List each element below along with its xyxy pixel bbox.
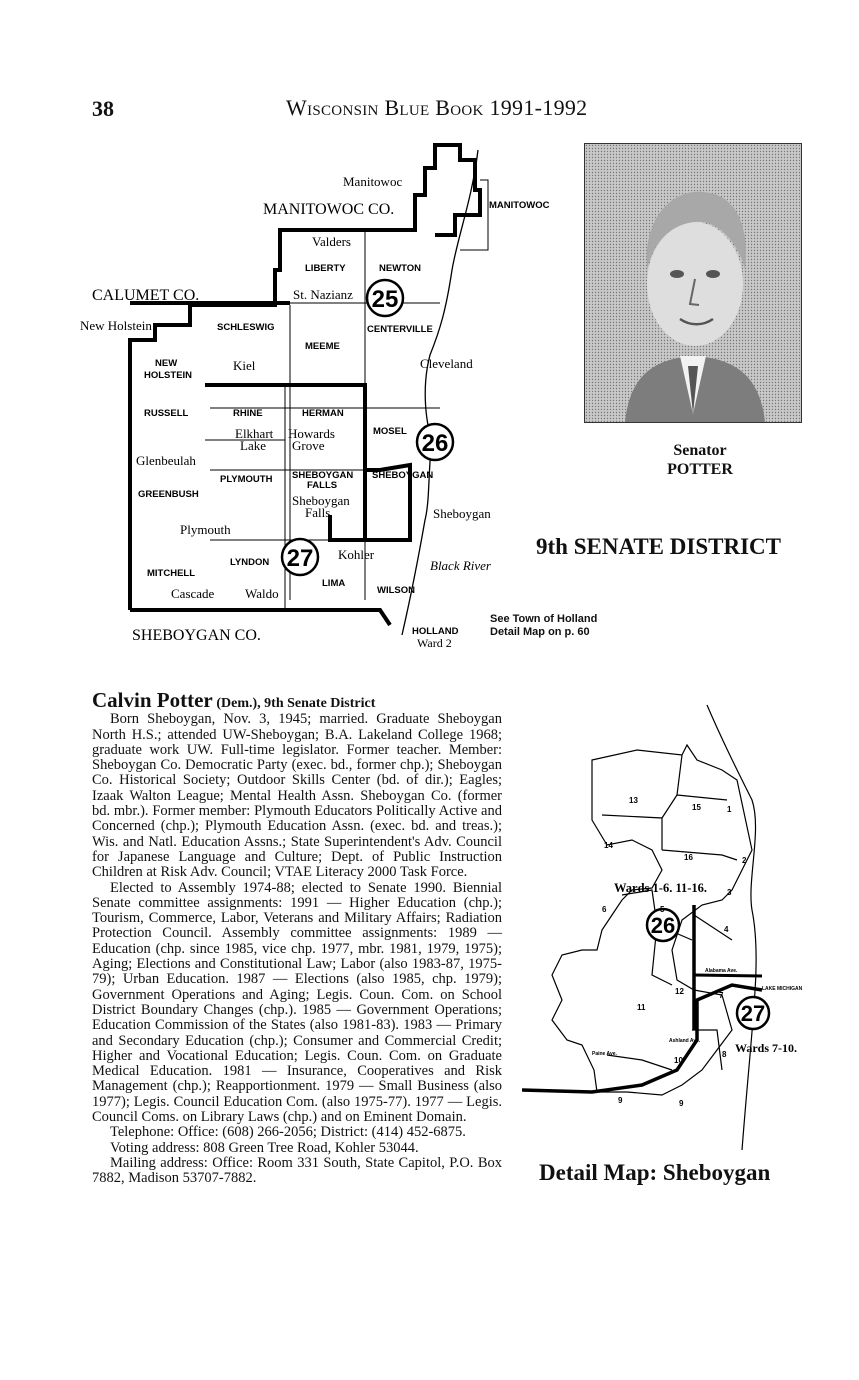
street-alabama: Alabama Ave. [705,968,738,974]
district-map [80,140,550,660]
town-schleswig: SCHLESWIG [217,322,275,333]
place-cascade: Cascade [171,586,215,601]
ward-11: 11 [637,1003,646,1012]
bio-paragraph-2: Elected to Assembly 1974-88; elected to Senate 1990. Biennial Senate committee assignments: 1991 — Higher Education (chp.); Tourism, Commerce, Labor, Veterans and Military Affairs; Radiation Protection Council. Assembly committee assignments: 1989 — Education (chp. since 1985, vice chp. 1977, mbr. 1981, 1979, 1975); Aging; Elections and Constitutional Law; Labor (also 1983-87, 1975-79); Urban Education. 1987 — Elections (also 1985, chp. 1979); Government Operations and Aging; Legis. Coun. Com. on School District Boundary Changes (chp.). 1985 — Government Operations; Education Commission of the States (also 1981-83). 1983 — Primary and Secondary Education (chp.); Consumer and Commercial Credit; Higher and Vocational Education; Legis. Coun. Com. on Graduate Medical Education. 1981 — Insurance, Cooperatives and Risk Management (chp.); Reapportionment. 1979 — Small Business (also 1977); Legis. Council Education Com. (also 1975-77). 1977 — Legis. Council Coms. on Library Laws (chp.) and on Eminent Domain. [92,879,502,1126]
ward-6: 6 [602,905,607,914]
see-note-line1: See Town of Holland [490,613,598,625]
town-liberty: LIBERTY [305,263,346,274]
place-new-holstein: New Holstein [80,318,152,333]
town-sheboygan: SHEBOYGAN [372,470,434,481]
district-26-label: 26 [421,430,449,457]
town-herman: HERMAN [302,408,344,419]
manitowoc-co-label: MANITOWOC CO. [263,201,395,218]
town-rhine: RHINE [233,408,263,419]
district-25-label: 25 [371,286,399,313]
town-centerville: CENTERVILLE [367,324,433,335]
place-howards-2: Grove [292,438,325,453]
bio-paragraph-1: Born Sheboygan, Nov. 3, 1945; married. Graduate Sheboygan North H.S.; attended UW-Sheboygan; B.A. Lakeland College 1968; graduate work UW. Full-time legislator. Former teacher. Member: Sheboygan Co. Democratic Party (exec. bd., former chp.); Sheboygan Co. Historical Society; Outdoor Skills Center (bd. of dir.); Eagles; Izaak Walton League; Mental Health Assn. Sheboygan Co. (former bd. mbr.). Former member: Plymouth Educators Politically Active and Concerned (chp.); Plymouth Education Assn. (exec. bd. and treas.); Wis. and Natl. Education Assns.; State Superintendent's Adv. Council for Japanese Language and Culture; Dept. of Public Instruction Children at Risk Adv. Council; VTAE Literacy 2000 Task Force. [92,711,502,881]
biography [92,688,502,1187]
place-sheboygan-falls-2: Falls [305,505,331,520]
ward-15: 15 [692,803,701,812]
ward-4: 4 [724,925,729,934]
town-holland: HOLLAND [412,626,459,637]
place-elkhart-2: Lake [240,438,266,453]
legislator-party-district: (Dem.), 9th Senate District [216,696,376,711]
town-mosel: MOSEL [373,426,407,437]
detail-map [522,700,842,1150]
place-elkhart-1: Elkhart [235,426,274,441]
running-title: Wisconsin Blue Book 1991-1992 [286,95,588,120]
ward-2: 2 [742,856,747,865]
detail-district-26: 26 [650,913,676,938]
label-manitowoc-city: MANITOWOC [489,200,550,211]
detail-district-27: 27 [740,1001,766,1026]
place-kiel: Kiel [233,358,256,373]
ward-12: 12 [675,987,684,996]
ward-7: 7 [719,991,724,1000]
bio-telephone: Telephone: Office: (608) 266-2056; District: (414) 452-6875. [110,1124,466,1141]
detail-map-caption: Detail Map: Sheboygan [539,1160,771,1185]
ward-10: 10 [674,1056,683,1065]
town-newton: NEWTON [379,263,422,274]
calumet-co-label: CALUMET CO. [92,287,200,304]
photo-caption-senator: Senator [673,442,727,459]
place-valders: Valders [312,234,351,249]
town-lima: LIMA [322,578,346,589]
place-manitowoc: Manitowoc [343,174,403,189]
town-new-holstein-2: HOLSTEIN [144,370,193,381]
page-number: 38 [92,96,114,121]
place-sheboygan-falls-1: Sheboygan [292,493,350,508]
town-lyndon: LYNDON [230,557,270,568]
senator-photo [584,143,802,423]
district-27-label: 27 [286,545,314,572]
district-title: 9th SENATE DISTRICT [536,534,781,559]
town-sheboygan-falls-2: FALLS [307,480,338,491]
bio-voting-address: Voting address: 808 Green Tree Road, Kohler 53044. [110,1139,419,1156]
bio-mailing-address: Mailing address: Office: Room 331 South, State Capitol, P.O. Box 7882, Madison 53707-7882. [92,1154,502,1187]
town-russell: RUSSELL [144,408,189,419]
wards-7-10-label: Wards 7-10. [735,1041,798,1055]
ward-16: 16 [684,853,693,862]
town-sheboygan-falls-1: SHEBOYGAN [292,470,354,481]
place-sheboygan: Sheboygan [433,506,491,521]
detail-shoreline [707,705,756,1150]
ward-3: 3 [727,888,732,897]
place-cleveland: Cleveland [420,356,473,371]
place-waldo: Waldo [245,586,279,601]
see-holland-note [490,613,597,639]
wards-1-6-11-16-label: Wards 1-6. 11-16. [614,881,708,895]
ward-9b: 9 [679,1099,684,1108]
street-lake-michigan: LAKE MICHIGAN [762,986,803,992]
town-greenbush: GREENBUSH [138,489,199,500]
place-black-river: Black River [430,558,491,573]
sheboygan-co-label: SHEBOYGAN CO. [132,627,261,644]
town-wilson: WILSON [377,585,415,596]
place-howards-1: Howards [288,426,335,441]
town-ward2: Ward 2 [417,636,452,650]
legislator-name: Calvin Potter [92,688,213,712]
town-mitchell: MITCHELL [147,568,196,579]
see-note-line2: Detail Map on p. 60 [490,626,590,638]
ward-13: 13 [629,796,638,805]
photo-caption-name: POTTER [667,461,733,478]
place-glenbeulah: Glenbeulah [136,453,196,468]
place-st-nazianz: St. Nazianz [293,287,353,302]
ward-14: 14 [604,841,613,850]
town-new-holstein-1: NEW [155,358,178,369]
ward-1: 1 [727,805,732,814]
street-paine: Paine Ave. [592,1051,617,1057]
street-ashland: Ashland Ave. [669,1038,701,1044]
ward-8: 8 [722,1050,727,1059]
town-meeme: MEEME [305,341,340,352]
ward-9a: 9 [618,1096,623,1105]
place-plymouth: Plymouth [180,522,231,537]
town-plymouth: PLYMOUTH [220,474,273,485]
place-kohler: Kohler [338,547,375,562]
ward-5: 5 [660,905,665,914]
